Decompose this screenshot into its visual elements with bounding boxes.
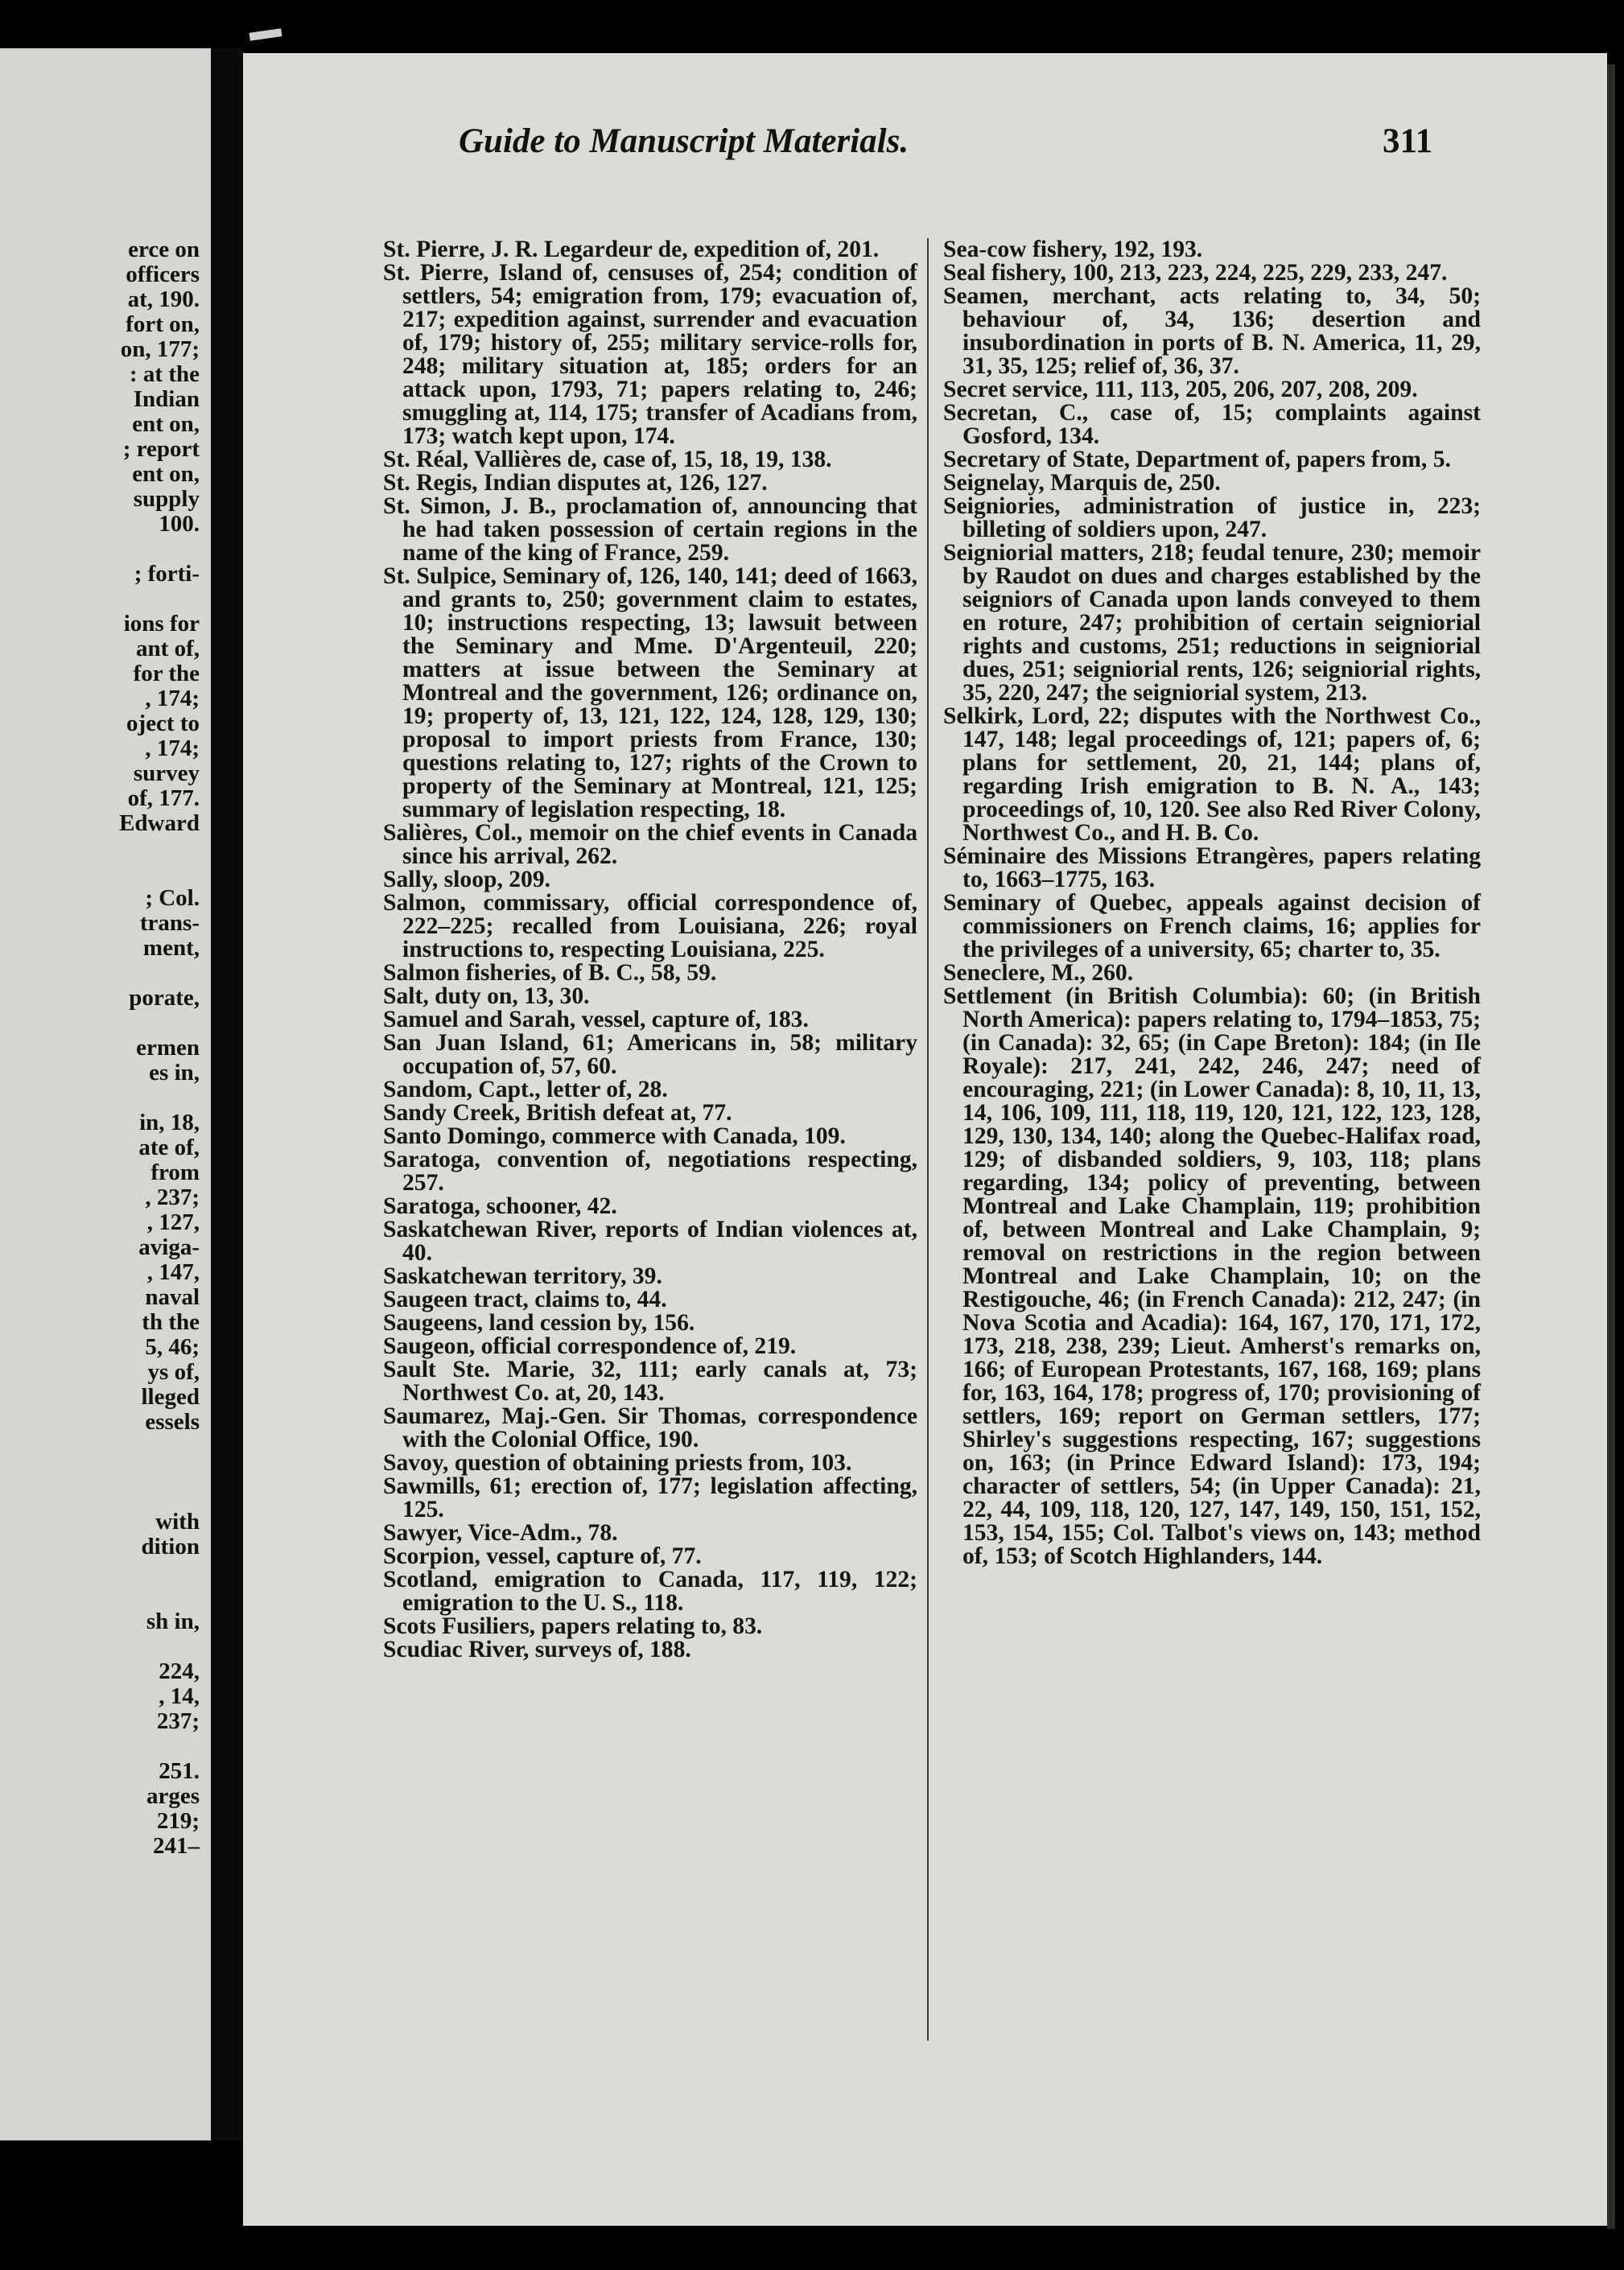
index-entry: Seneclere, M., 260. xyxy=(943,960,1134,986)
left-page-line: from xyxy=(150,1160,200,1185)
index-entry: Scotland, emigration to Canada, 117, 119, 122; emigration to the U. S., 118. xyxy=(383,1567,917,1616)
index-column-left xyxy=(383,238,917,1662)
left-page-line: aviga- xyxy=(138,1234,200,1260)
left-page-line: , 147, xyxy=(146,1259,200,1285)
index-entry: St. Réal, Vallières de, case of, 15, 18, 19, 138. xyxy=(383,447,832,472)
index-entry: Salmon, commissary, official correspondence of, 222–225; recalled from Louisiana, 226; royal instructions to, respecting Louisiana, 225. xyxy=(383,890,917,962)
index-entry: Seigniories, administration of justice in, 223; billeting of soldiers upon, 247. xyxy=(943,493,1481,542)
left-page-line: ent on, xyxy=(132,411,200,437)
index-entry: St. Pierre, J. R. Legardeur de, expedition of, 201. xyxy=(383,237,880,262)
index-entry: Seignelay, Marquis de, 250. xyxy=(943,470,1221,496)
index-entry: Saugeon, official correspondence of, 219. xyxy=(383,1333,797,1359)
running-title: Guide to Manuscript Materials. xyxy=(459,122,909,160)
left-page-line: on, 177; xyxy=(120,336,200,362)
index-entry: Santo Domingo, commerce with Canada, 109. xyxy=(383,1123,846,1149)
left-page-line: essels xyxy=(145,1409,200,1435)
left-page-line: 237; xyxy=(156,1708,200,1734)
index-entry: Saskatchewan River, reports of Indian violences at, 40. xyxy=(383,1217,917,1266)
index-entry: Sandom, Capt., letter of, 28. xyxy=(383,1077,668,1102)
left-page-line: sh in, xyxy=(146,1609,200,1634)
left-page-line: ; report xyxy=(122,436,200,462)
index-entry: Sault Ste. Marie, 32, 111; early canals at, 73; Northwest Co. at, 20, 143. xyxy=(383,1357,917,1406)
page-number: 311 xyxy=(1383,122,1433,160)
paper-scrap xyxy=(249,28,282,40)
index-entry: St. Regis, Indian disputes at, 126, 127. xyxy=(383,470,768,496)
left-page-line: in, 18, xyxy=(139,1110,200,1135)
index-entry: Seal fishery, 100, 213, 223, 224, 225, 229, 233, 247. xyxy=(943,260,1448,286)
left-page-line: th the xyxy=(142,1309,200,1335)
left-page-line: 5, 46; xyxy=(145,1334,200,1360)
left-page-line: ys of, xyxy=(147,1359,200,1385)
left-page-line: fort on, xyxy=(126,311,200,337)
index-entry: Seigniorial matters, 218; feudal tenure, 230; memoir by Raudot on dues and charges established by the seigniors of Canada upon lands conveyed to them en roture, 247; prohibition of certain seigniorial rights and customs, 251; reductions in seigniorial dues, 251; seigniorial rents, 126; seigniorial rights, 35, 220, 247; the seigniorial system, 213. xyxy=(943,540,1481,706)
left-page-line: ions for xyxy=(123,611,200,637)
left-page-line: 219; xyxy=(156,1808,200,1834)
index-entry: St. Sulpice, Seminary of, 126, 140, 141; deed of 1663, and grants to, 250; government claim to estates, 10; instructions respecting, 13; lawsuit between the Seminary and Mme. D'Argenteuil, 220; matters at issue between the Seminary at Montreal and the government, 126; ordinance on, 19; property of, 13, 121, 122, 124, 128, 129, 130; proposal to import priests from France, 130; questions relating to, 127; rights of the Crown to property of the Seminary at Montreal, 121, 125; summary of legislation respecting, 18. xyxy=(383,563,917,822)
left-page-line: ; Col. xyxy=(145,885,200,911)
left-page-line: es in, xyxy=(149,1060,200,1086)
left-page-line: supply xyxy=(133,486,200,512)
index-entry: Savoy, question of obtaining priests from, 103. xyxy=(383,1450,852,1476)
left-page-line: erce on xyxy=(128,237,200,262)
left-page-line: ment, xyxy=(142,935,200,961)
left-page-fragment xyxy=(0,48,211,2140)
index-entry: Sawmills, 61; erection of, 177; legislation affecting, 125. xyxy=(383,1473,917,1522)
left-page-line: with xyxy=(155,1509,200,1535)
index-entry: Samuel and Sarah, vessel, capture of, 183. xyxy=(383,1007,809,1032)
index-entry: Secretary of State, Department of, papers from, 5. xyxy=(943,447,1451,472)
column-divider xyxy=(927,238,929,2041)
index-entry: St. Pierre, Island of, censuses of, 254; condition of settlers, 54; emigration from, 179; evacuation of, 217; expedition against, surrender and evacuation of, 179; history of, 255; military service-rolls for, 248; military situation at, 185; orders for an attack upon, 1793, 71; papers relating to, 246; smuggling at, 114, 175; transfer of Acadians from, 173; watch kept upon, 174. xyxy=(383,260,917,449)
index-entry: Sandy Creek, British defeat at, 77. xyxy=(383,1100,732,1126)
left-page-line: survey xyxy=(133,760,200,786)
left-page-line: 224, xyxy=(159,1658,200,1684)
index-entry: Seminary of Quebec, appeals against decision of commissioners on French claims, 16; applies for the privileges of a university, 65; charter to, 35. xyxy=(943,890,1481,962)
left-page-line: lleged xyxy=(141,1384,200,1410)
left-page-line: for the xyxy=(133,661,200,686)
index-entry: Salmon fisheries, of B. C., 58, 59. xyxy=(383,960,717,986)
index-entry: Selkirk, Lord, 22; disputes with the Northwest Co., 147, 148; legal proceedings of, 121; papers of, 6; plans for settlement, 20, 21, 144; plans of, regarding Irish emigration to B. N. A., 143; proceedings of, 10, 120. See also Red River Colony, Northwest Co., and H. B. Co. xyxy=(943,703,1481,846)
left-page-line: , 14, xyxy=(159,1683,200,1709)
left-page-line: : at the xyxy=(130,361,200,387)
left-page-line: oject to xyxy=(126,711,200,736)
index-entry: Salt, duty on, 13, 30. xyxy=(383,983,590,1009)
index-entry: Sea-cow fishery, 192, 193. xyxy=(943,237,1203,262)
index-entry: San Juan Island, 61; Americans in, 58; military occupation of, 57, 60. xyxy=(383,1030,917,1079)
left-page-line: , 237; xyxy=(145,1184,200,1210)
index-entry: Scorpion, vessel, capture of, 77. xyxy=(383,1543,702,1569)
index-entry: Scudiac River, surveys of, 188. xyxy=(383,1637,691,1662)
book-gutter xyxy=(211,48,243,2140)
index-entry: Sally, sloop, 209. xyxy=(383,867,551,892)
left-page-line: , 174; xyxy=(145,686,200,711)
left-page-line: 241– xyxy=(153,1833,200,1859)
index-entry: Secret service, 111, 113, 205, 206, 207, 208, 209. xyxy=(943,377,1418,402)
left-page-line: arges xyxy=(146,1783,200,1809)
left-page-line: Indian xyxy=(133,386,200,412)
left-page-line: at, 190. xyxy=(127,286,200,312)
left-page-line: ant of, xyxy=(136,636,200,661)
left-page-line: dition xyxy=(141,1534,200,1559)
left-page-line: , 127, xyxy=(146,1209,200,1235)
left-page-line: ermen xyxy=(136,1035,200,1061)
index-entry: Secretan, C., case of, 15; complaints against Gosford, 134. xyxy=(943,400,1481,449)
left-page-line: , 174; xyxy=(145,735,200,761)
left-page-line: trans- xyxy=(139,910,200,936)
left-page-line: 100. xyxy=(159,511,200,537)
page-edge-shadow xyxy=(1607,64,1615,2229)
left-page-line: of, 177. xyxy=(127,785,200,811)
left-page-line: Edward xyxy=(119,810,200,836)
left-page-line: naval xyxy=(145,1284,200,1310)
index-entry: Saugeens, land cession by, 156. xyxy=(383,1310,695,1336)
index-entry: Salières, Col., memoir on the chief events in Canada since his arrival, 262. xyxy=(383,820,917,869)
index-entry: Séminaire des Missions Etrangères, papers relating to, 1663–1775, 163. xyxy=(943,843,1481,892)
left-page-line: porate, xyxy=(129,985,200,1011)
index-entry: Saskatchewan territory, 39. xyxy=(383,1263,662,1289)
index-entry: Saugeen tract, claims to, 44. xyxy=(383,1287,667,1312)
index-entry: Sawyer, Vice-Adm., 78. xyxy=(383,1520,618,1546)
index-entry: St. Simon, J. B., proclamation of, announcing that he had taken possession of certain regions in the name of the king of France, 259. xyxy=(383,493,917,566)
index-entry: Seamen, merchant, acts relating to, 34, 50; behaviour of, 34, 136; desertion and insubordination in ports of B. N. America, 11, 29, 31, 35, 125; relief of, 36, 37. xyxy=(943,283,1481,379)
index-entry: Saratoga, convention of, negotiations respecting, 257. xyxy=(383,1147,917,1196)
left-page-line: officers xyxy=(126,262,200,287)
left-page-line: 251. xyxy=(159,1758,200,1784)
index-entry: Settlement (in British Columbia): 60; (in British North America): papers relating to, 1794–1853, 75; (in Canada): 32, 65; (in Cape Breton): 184; (in Ile Royale): 217, 241, 242, 246, 247; need of encouraging, 221; (in Lower Canada): 8, 10, 11, 13, 14, 106, 109, 111, 118, 119, 120, 121, 122, 123, 128, 129, 130, 134, 140; along the Quebec-Halifax road, 129; of disbanded soldiers, 9, 103, 118; plans regarding, 134; policy of preventing, between Montreal and Lake Champlain, 119; prohibition of, between Montreal and Lake Champlain, 9; removal on restrictions in the region between Montreal and Lake Champlain, 10; on the Restigouche, 46; (in French Canada): 212, 247; (in Nova Scotia and Acadia): 164, 167, 170, 171, 172, 173, 218, 238, 239; Lieut. Amherst's remarks on, 166; of European Protestants, 167, 168, 169; plans for, 163, 164, 178; progress of, 170; provisioning of settlers, 169; report on German settlers, 177; Shirley's suggestions respecting, 167; suggestions on, 163; (in Prince Edward Island): 173, 194; character of settlers, 54; (in Upper Canada): 21, 22, 44, 109, 118, 120, 127, 147, 149, 150, 151, 152, 153, 154, 155; Col. Talbot's views on, 143; method of, 153; of Scotch Highlanders, 144. xyxy=(943,983,1481,1569)
left-page-line: ate of, xyxy=(138,1135,200,1160)
index-column-right xyxy=(943,238,1481,1568)
index-entry: Scots Fusiliers, papers relating to, 83. xyxy=(383,1613,763,1639)
index-entry: Saumarez, Maj.-Gen. Sir Thomas, correspondence with the Colonial Office, 190. xyxy=(383,1403,917,1452)
left-page-line: ent on, xyxy=(132,461,200,487)
index-entry: Saratoga, schooner, 42. xyxy=(383,1193,617,1219)
left-page-line: ; forti- xyxy=(134,561,200,587)
